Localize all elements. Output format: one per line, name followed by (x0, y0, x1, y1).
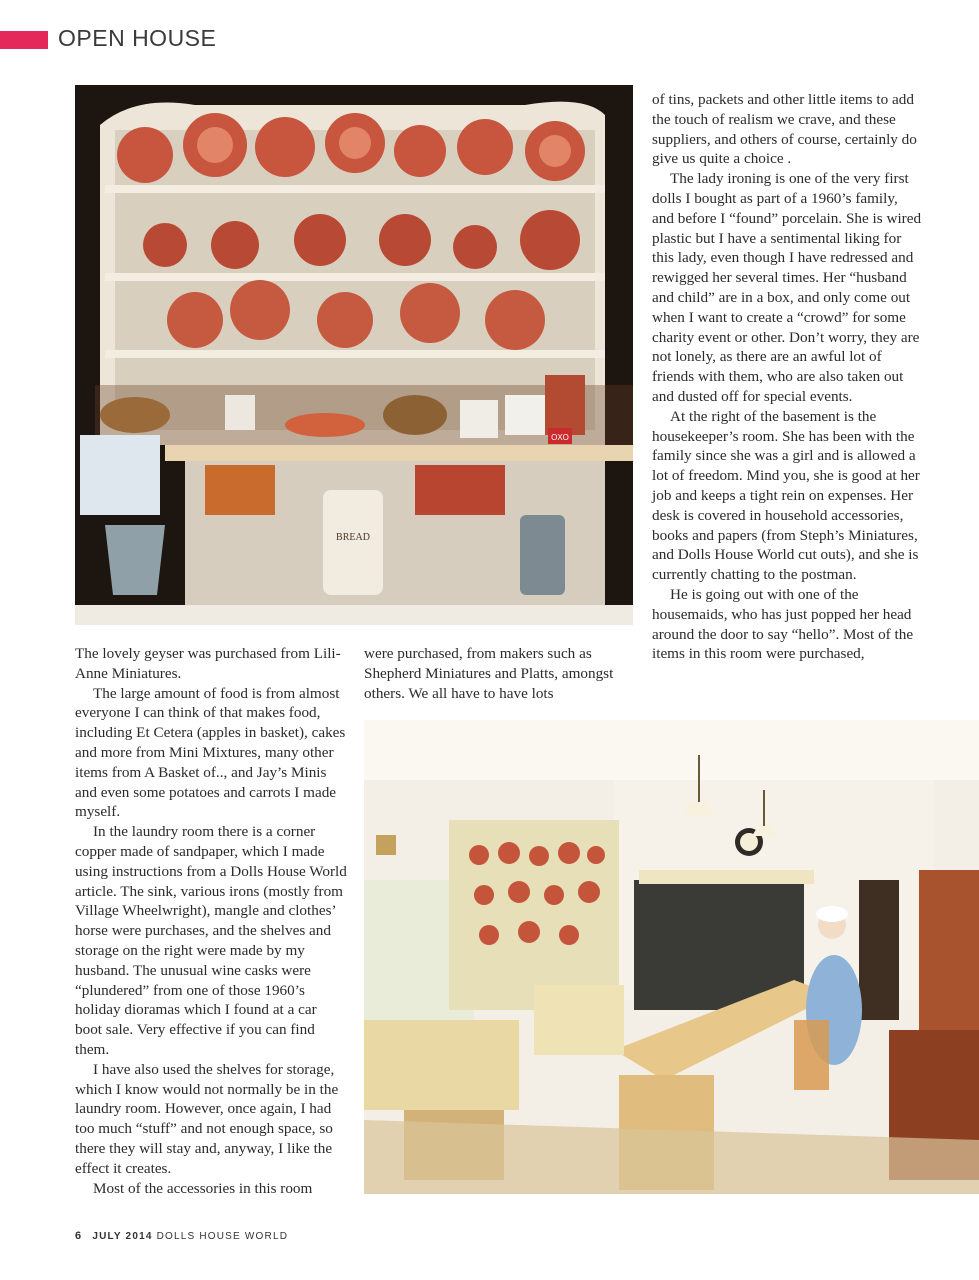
magazine-name: DOLLS HOUSE WORLD (156, 1231, 289, 1242)
paragraph: The lady ironing is one of the very first dolls I bought as part of a 1960’s family, and before I “found” porcelain. She is wired plastic but I have a sentimental liking for this lady, even though I have redressed and rewigged her several times. Her “husband and child” are in a box, and only come out when I want to create a “crowd” for some charity event or other. Don’t worry, they are not lonely, as there are an awful lot of friends with them, who are also taken out and dusted off for special events. (652, 170, 922, 405)
text-column-3 (652, 90, 922, 664)
paragraph: He is going out with one of the housemaids, who has just popped her head around the door to say “hello”. Most of the items in this room were purchased, (652, 585, 914, 663)
bread-crock-label: BREAD (336, 532, 370, 543)
paragraph: In the laundry room there is a corner copper made of sandpaper, which I made using instructions from a Dolls House World article. The sink, various irons (mostly from Village Wheelwright), mangle and clothes’ horse were purchases, and the shelves and storage on the right were made by my husband. The unusual wine casks were “plundered” from one of those 1960’s holiday dioramas which I found at a car boot sale. Very effective if you can find them. (75, 823, 347, 1058)
oxo-label: OXO (551, 433, 569, 442)
paragraph: The lovely geyser was purchased from Lili-Anne Miniatures. (75, 645, 341, 682)
section-accent-bar (0, 31, 48, 49)
paragraph: At the right of the basement is the housekeeper’s room. She has been with the family since she was a girl and is allowed a lot of freedom. Mind you, she is good at her job and keeps a tight rein on expenses. Her desk is covered in household accessories, books and papers (from Steph’s Miniatures, and Dolls House World cut outs), and she is currently chatting to the postman. (652, 407, 920, 584)
text-column-2 (364, 644, 626, 703)
issue-date: JULY 2014 (92, 1231, 153, 1242)
paragraph: The large amount of food is from almost everyone I can think of that makes food, including Et Cetera (apples in basket), cakes and more from Mini Mixtures, many other items from A Basket of.., and Jay’s Minis and even some potatoes and carrots I made myself. (75, 684, 346, 821)
page-number: 6 (75, 1230, 83, 1242)
photo-kitchen-room-image (364, 720, 979, 1194)
page-footer (75, 1230, 288, 1242)
photo-copper-dresser (75, 85, 633, 625)
paragraph: I have also used the shelves for storage, which I know would not normally be in the laundry room. However, once again, I had too much “stuff” and not enough space, so there they will stay and, anyway, I like the effect it creates. (75, 1060, 339, 1177)
text-column-1 (75, 644, 347, 1198)
paragraph: Most of the accessories in this room (93, 1179, 313, 1197)
photo-copper-dresser-image (75, 85, 633, 625)
section-title: OPEN HOUSE (58, 25, 217, 51)
paragraph: of tins, packets and other little items to add the touch of realism we crave, and these suppliers, and others of course, certainly do give us quite a choice . (652, 91, 917, 168)
photo-kitchen-room (364, 720, 979, 1194)
paragraph: were purchased, from makers such as Shepherd Miniatures and Platts, amongst others. We all have to have lots (364, 645, 614, 702)
